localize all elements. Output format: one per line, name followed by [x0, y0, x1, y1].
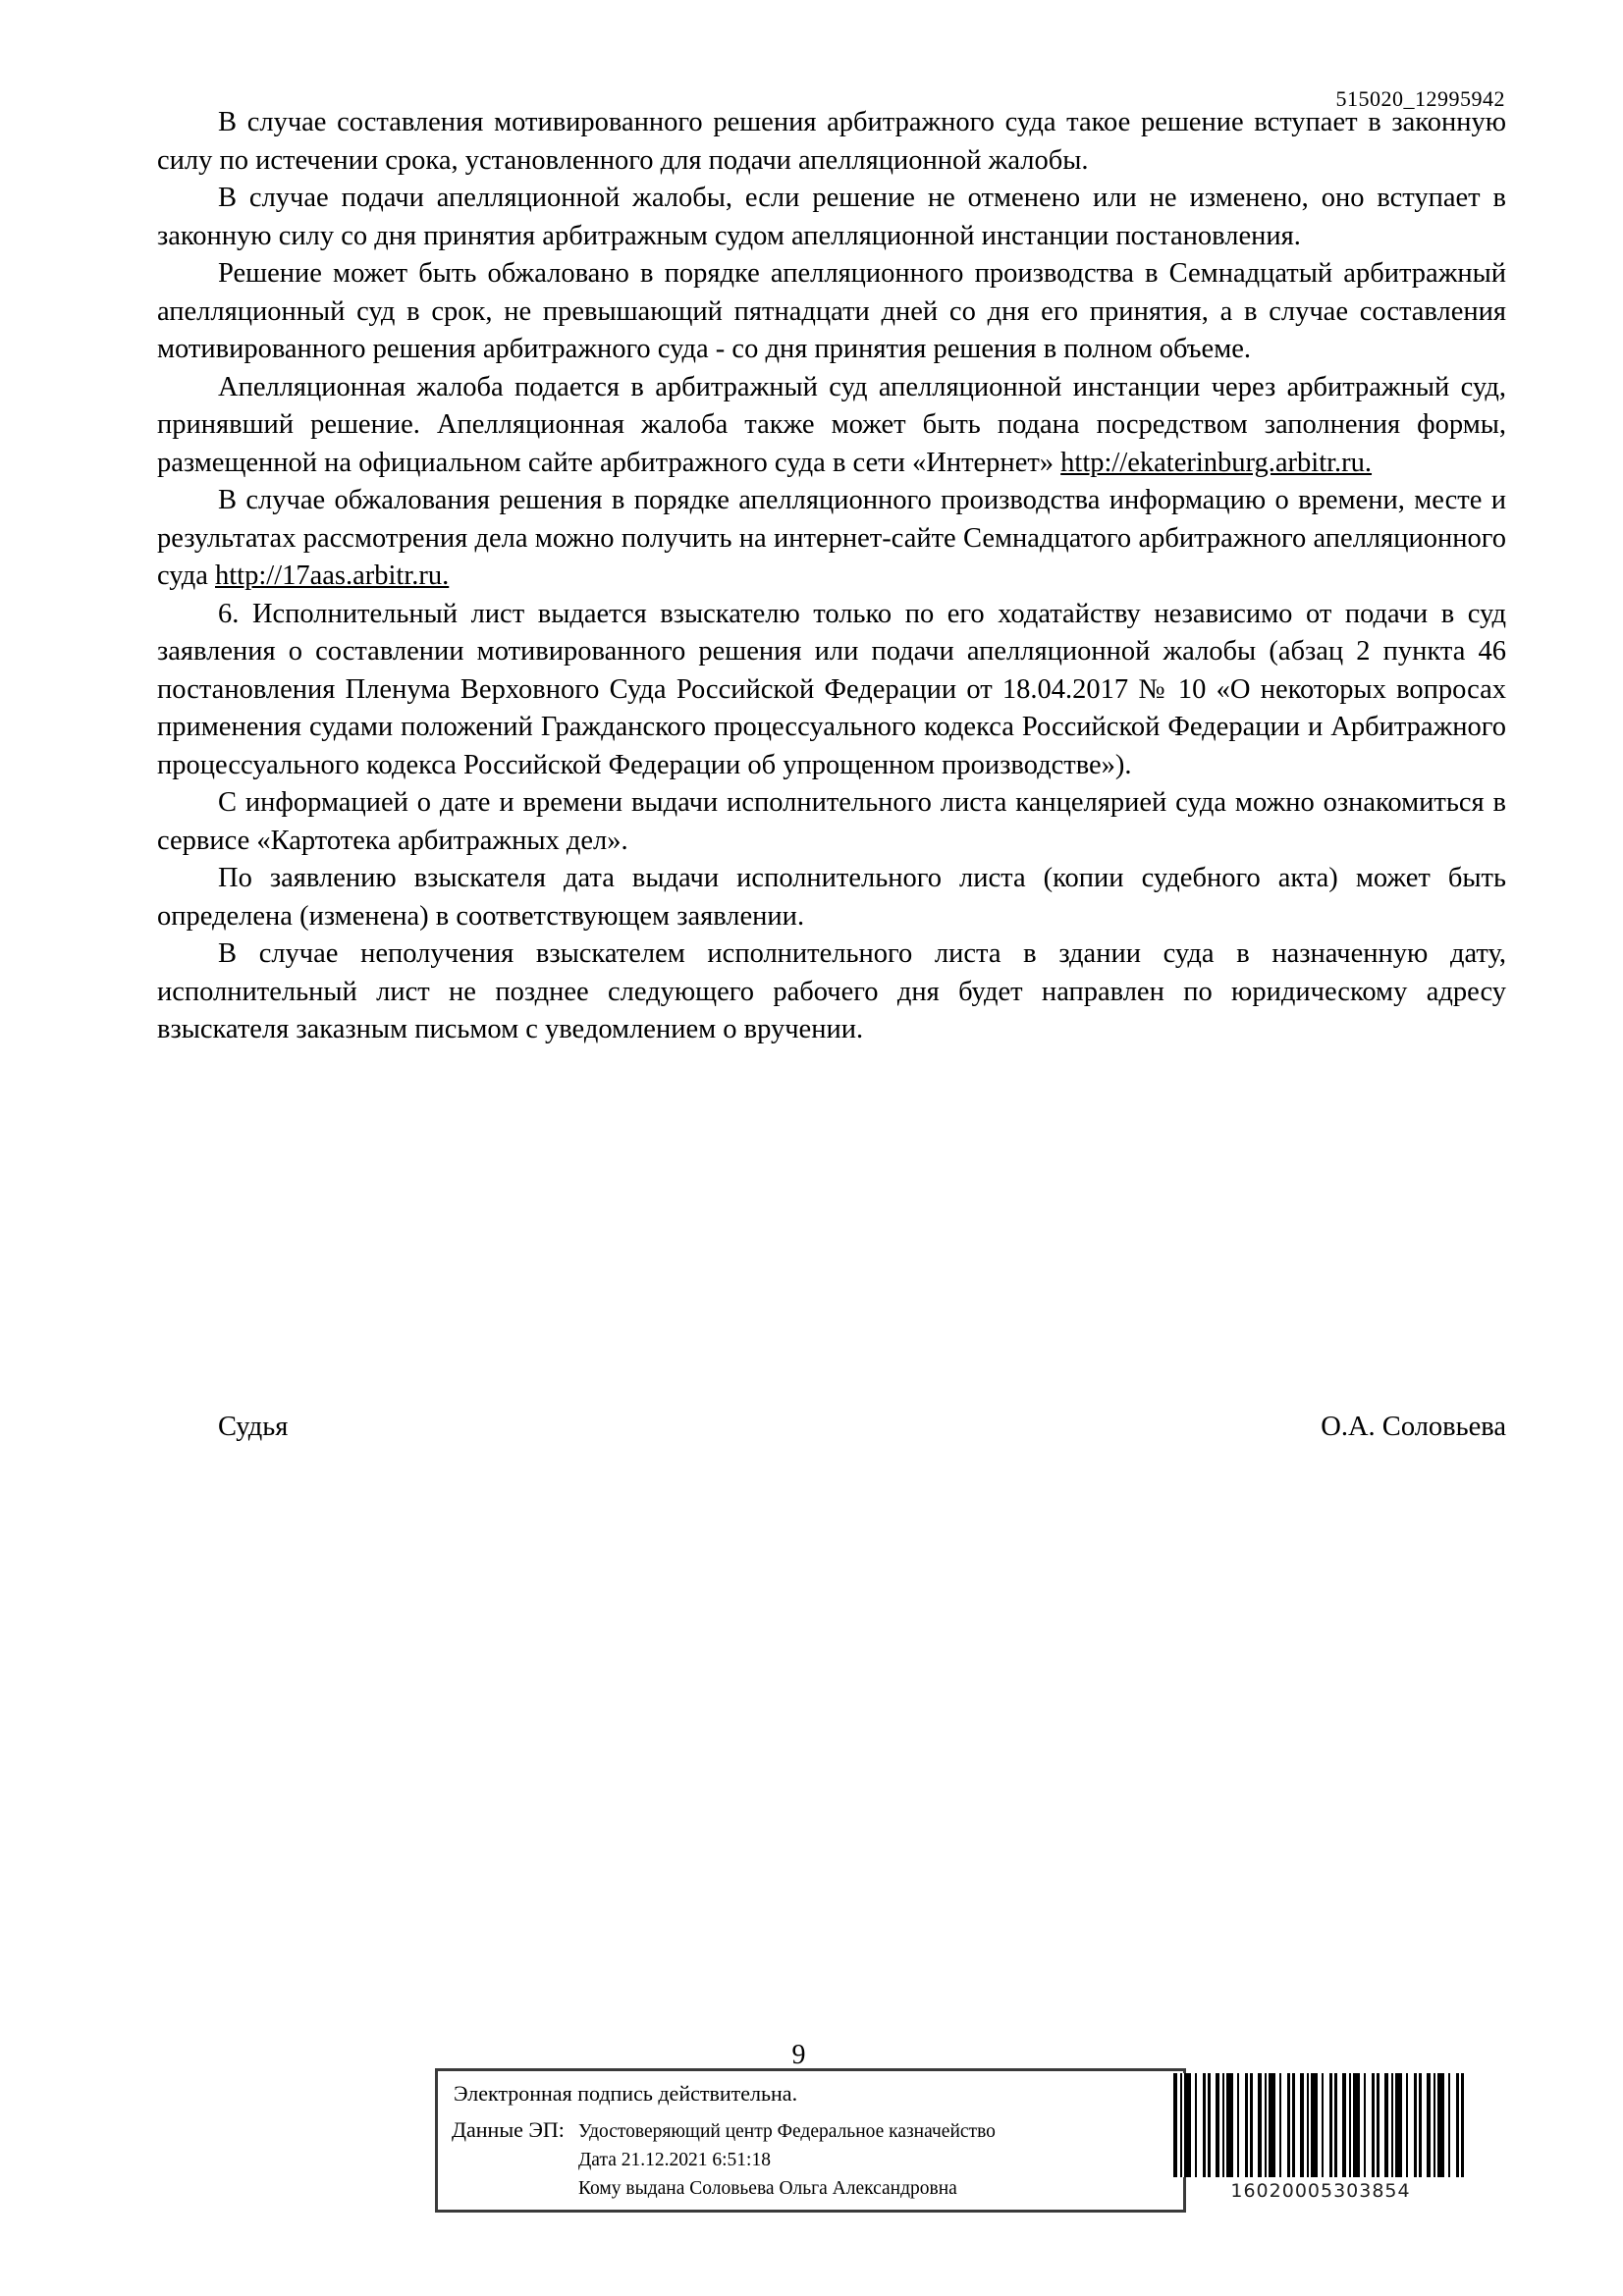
paragraph [157, 482, 1506, 596]
esign-status: Электронная подпись действительна. [454, 2081, 798, 2106]
url-link: http://ekaterinburg.arbitr.ru. [1060, 447, 1373, 478]
text-segment: В случае неполучения взыскателем исполнительного листа в здании суда в назначенную дату, исполнительный лист не позднее следующего рабочего дня будет направлен по юридическому адресу взыскателя заказным письмом с уведомлением о вручении. [157, 938, 1506, 1044]
paragraph [157, 596, 1506, 785]
paragraph [157, 180, 1506, 255]
esign-details [578, 2117, 996, 2203]
text-segment: В случае обжалования решения в порядке апелляционного производства информацию о времени, месте и результатах рассмотрения дела можно получить на интернет-сайте Семнадцатого арбитражного апелляционного суда [157, 485, 1506, 591]
barcode-icon [1173, 2073, 1468, 2177]
text-segment: В случае составления мотивированного решения арбитражного суда такое решение вступает в законную силу по истечении срока, установленного для подачи апелляционной жалобы. [157, 107, 1506, 176]
paragraph [157, 104, 1506, 180]
text-segment: С информацией о дате и времени выдачи исполнительного листа канцелярией суда можно ознакомиться в сервисе «Картотека арбитражных дел». [157, 787, 1506, 856]
paragraph [157, 255, 1506, 369]
esign-detail-date: Дата 21.12.2021 6:51:18 [578, 2150, 771, 2170]
electronic-signature-box [435, 2068, 1186, 2213]
text-segment: Апелляционная жалоба подается в арбитражный суд апелляционной инстанции через арбитражный суд, принявший решение. Апелляционная жалоба также может быть подана посредством заполнения формы, размещенной на официальном сайте арбитражного суда в сети «Интернет» [157, 371, 1506, 478]
paragraph [157, 369, 1506, 483]
document-body [157, 104, 1506, 1049]
text-segment: По заявлению взыскателя дата выдачи исполнительного листа (копии судебного акта) может быть определена (изменена) в соответствующем заявлении. [157, 863, 1506, 932]
paragraph [157, 935, 1506, 1049]
esign-label: Данные ЭП: [452, 2117, 565, 2142]
esign-data-row [452, 2117, 1183, 2203]
text-segment: 6. Исполнительный лист выдается взыскателю только по его ходатайству независимо от подачи в суд заявления о составлении мотивированного решения или подачи апелляционной жалобы (абзац 2 пункта 46 постановления Пленума Верховного Суда Российской Федерации от 18.04.2017 № 10 «О некоторых вопросах применения судами положений Гражданского процессуального кодекса Российской Федерации и Арбитражного процессуального кодекса Российской Федерации об упрощенном производстве»). [157, 598, 1506, 780]
text-segment: В случае подачи апелляционной жалобы, если решение не отменено или не изменено, оно вступает в законную силу со дня принятия арбитражным судом апелляционной инстанции постановления. [157, 183, 1506, 251]
page-number: 9 [791, 2040, 806, 2070]
esign-detail-issuer: Удостоверяющий центр Федеральное казначейство [578, 2121, 996, 2142]
case-number-header: 515020_12995942 [1335, 86, 1505, 111]
paragraph [157, 860, 1506, 935]
signature-row [157, 1412, 1506, 1443]
paragraph [157, 784, 1506, 860]
signature-role: Судья [218, 1412, 289, 1442]
paragraphs [157, 104, 1506, 1049]
signature-name: О.А. Соловьева [1321, 1412, 1506, 1442]
text-segment: Решение может быть обжаловано в порядке апелляционного производства в Семнадцатый арбитражный апелляционный суд в срок, не превышающий пятнадцати дней со дня его принятия, а в случае составления мотивированного решения арбитражного суда - со дня принятия решения в полном объеме. [157, 258, 1506, 364]
barcode-number: 16020005303854 [1230, 2180, 1411, 2202]
esign-detail-owner: Кому выдана Соловьева Ольга Александровна [578, 2178, 957, 2199]
url-link: http://17aas.arbitr.ru. [215, 561, 450, 591]
